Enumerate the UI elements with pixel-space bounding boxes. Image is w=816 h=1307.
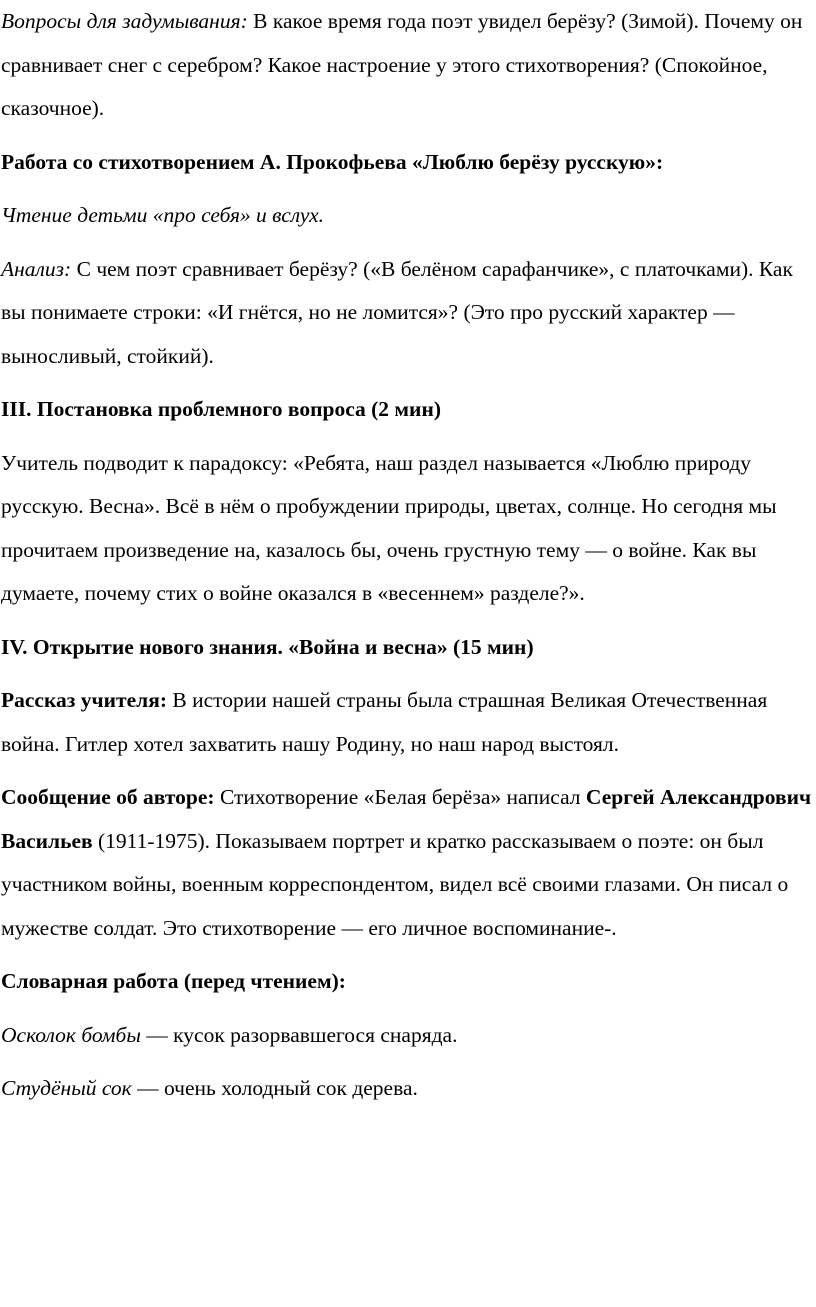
- reading-paragraph: Чтение детьми «про себя» и вслух.: [1, 203, 325, 227]
- teacher-story-text: В истории нашей страны была страшная Великая Отечественная война. Гитлер хотел захватить нашу Родину, но наш народ выстоял.: [1, 688, 768, 756]
- analysis-text: С чем поэт сравнивает берёзу? («В белёном сарафанчике», с платочками). Как вы понимаете строки: «И гнётся, но не ломится»? (Это про русский характер — выносливый, стойкий).: [1, 256, 793, 368]
- section-4-heading: IV. Открытие нового знания. «Война и весна» (15 мин): [1, 634, 534, 659]
- author-message-label: Сообщение об авторе:: [1, 785, 215, 809]
- vocab-definition: — очень холодный сок дерева.: [131, 1076, 418, 1100]
- vocab-term: Осколок бомбы: [1, 1022, 141, 1047]
- section-3-heading: III. Постановка проблемного вопроса (2 мин): [1, 397, 441, 421]
- author-message-text-before: Стихотворение «Белая берёза» написал: [214, 785, 586, 809]
- teacher-paradox-paragraph: Учитель подводит к парадоксу: «Ребята, наш раздел называется «Люблю природу русскую. Весна». Всё в нём о пробуждении природы, цветах, солнце. Но сегодня мы прочитаем произведение на, казалось бы, очень грустную тему — о войне. Как вы думаете, почему стих о войне оказался в «весеннем» разделе?».: [1, 450, 777, 605]
- vocab-heading: Словарная работа (перед чтением):: [1, 969, 346, 993]
- vocab-definition: — кусок разорвавшегося снаряда.: [140, 1022, 458, 1047]
- author-message-paragraph: [1, 776, 812, 950]
- questions-label: Вопросы для задумывания:: [1, 9, 248, 33]
- vocab-item: [1, 1014, 812, 1058]
- author-name: Сергей Александрович Васильев: [1, 785, 812, 853]
- questions-text: В какое время года поэт увидел берёзу? (Зимой). Почему он сравнивает снег с серебром? Какое настроение у этого стихотворения? (Спокойное, сказочное).: [1, 9, 803, 120]
- teacher-story-label: Рассказ учителя:: [1, 688, 168, 712]
- work-heading: Работа со стихотворением А. Прокофьева «Люблю берёзу русскую»:: [1, 149, 664, 174]
- vocab-term: Студёный сок: [1, 1076, 132, 1100]
- questions-paragraph: [1, 0, 812, 131]
- teacher-story-paragraph: [1, 679, 812, 766]
- analysis-paragraph: [1, 248, 812, 379]
- analysis-label: Анализ:: [1, 256, 72, 281]
- vocab-item: [1, 1067, 812, 1111]
- author-message-text-after: (1911-1975). Показываем портрет и кратко рассказываем о поэте: он был участником войны, военным корреспондентом, видел всё своими глазами. Он писал о мужестве солдат. Это стихотворение — его личное воспоминание-.: [1, 828, 789, 940]
